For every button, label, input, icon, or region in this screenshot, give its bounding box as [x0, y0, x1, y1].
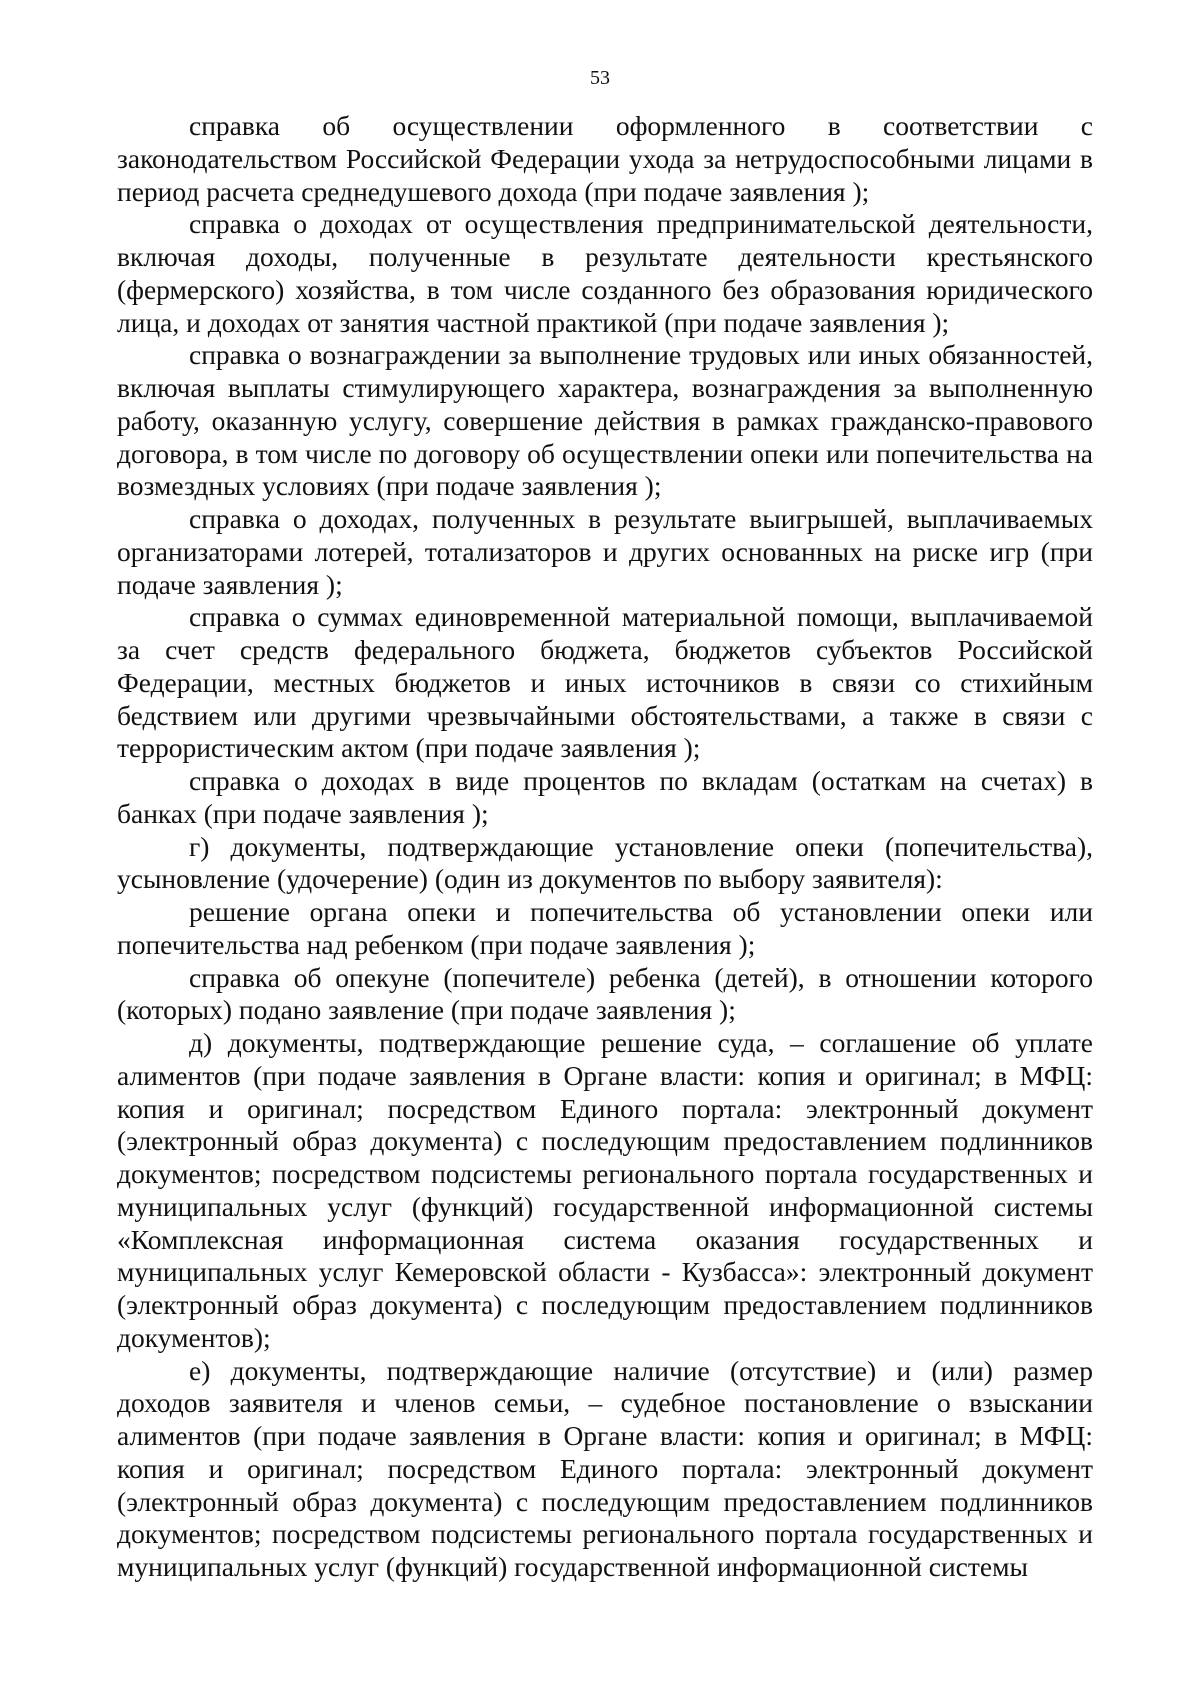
- paragraph-winnings-certificate: справка о доходах, полученных в результате выигрышей, выплачиваемых организаторами лотерей, тотализаторов и других основанных на риске игр (при подаче заявления );: [117, 503, 1093, 600]
- paragraph-guardian-certificate: справка об опекуне (попечителе) ребенка (детей), в отношении которого (которых) подано заявление (при подаче заявления );: [117, 961, 1093, 1026]
- paragraph-business-income-certificate: справка о доходах от осуществления предпринимательской деятельности, включая доходы, полученные в результате деятельности крестьянского (фермерского) хозяйства, в том числе созданного без образования юридического лица, и доходах от занятия частной практикой (при подаче заявления );: [117, 208, 1093, 338]
- paragraph-remuneration-certificate: справка о вознаграждении за выполнение трудовых или иных обязанностей, включая выплаты стимулирующего характера, вознаграждения за выполненную работу, оказанную услугу, совершение действия в рамках гражданско-правового договора, в том числе по договору об осуществлении опеки или попечительства на возмездных условиях (при подаче заявления );: [117, 339, 1093, 502]
- page-number: 53: [590, 67, 610, 89]
- paragraph-care-certificate: справка об осуществлении оформленного в соответствии с законодательством Российской Федерации ухода за нетрудоспособными лицами в период расчета среднедушевого дохода (при подаче заявления );: [117, 110, 1093, 207]
- paragraph-item-e-alimony-ruling: е) документы, подтверждающие наличие (отсутствие) и (или) размер доходов заявителя и членов семьи, – судебное постановление о взыскании алиментов (при подаче заявления в Органе власти: копия и оригинал; в МФЦ: копия и оригинал; посредством Единого портала: электронный документ (электронный образ документа) с последующим предоставлением подлинников документов; посредством подсистемы регионального портала государственных и муниципальных услуг (функций) государственной информационной системы: [117, 1354, 1093, 1582]
- document-body: [117, 110, 1093, 1584]
- paragraph-deposit-interest-certificate: справка о доходах в виде процентов по вкладам (остаткам на счетах) в банках (при подаче заявления );: [117, 765, 1093, 829]
- paragraph-guardianship-decision: решение органа опеки и попечительства об установлении опеки или попечительства над ребенком (при подаче заявления );: [117, 896, 1093, 960]
- paragraph-item-d-alimony-agreement: д) документы, подтверждающие решение суда, – соглашение об уплате алиментов (при подаче заявления в Органе власти: копия и оригинал; в МФЦ: копия и оригинал; посредством Единого портала: электронный документ (электронный образ документа) с последующим предоставлением подлинников документов; посредством подсистемы регионального портала государственных и муниципальных услуг (функций) государственной информационной системы «Комплексная информационная система оказания государственных и муниципальных услуг Кемеровской области - Кузбасса»: электронный документ (электронный образ документа) с последующим предоставлением подлинников документов);: [117, 1027, 1093, 1353]
- paragraph-item-g-guardianship: г) документы, подтверждающие установление опеки (попечительства), усыновление (удочерение) (один из документов по выбору заявителя):: [117, 830, 1093, 895]
- paragraph-material-aid-certificate: справка о суммах единовременной материальной помощи, выплачиваемой за счет средств федерального бюджета, бюджетов субъектов Российской Федерации, местных бюджетов и иных источников в связи со стихийным бедствием или другими чрезвычайными обстоятельствами, а также в связи с террористическим актом (при подаче заявления );: [117, 601, 1093, 764]
